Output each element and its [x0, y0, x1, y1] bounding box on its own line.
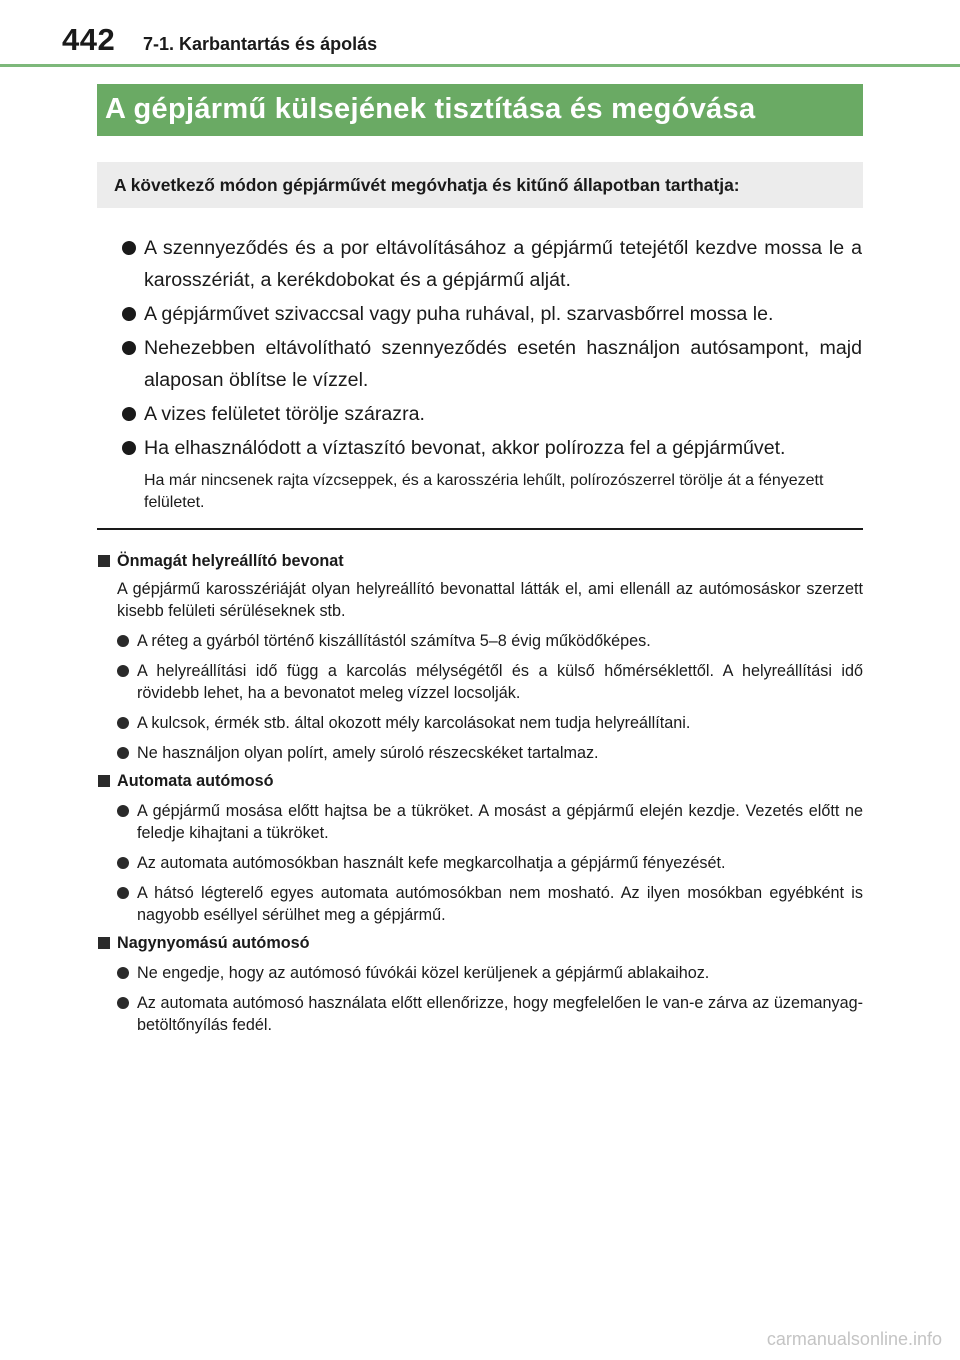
page-number: 442 — [62, 22, 116, 57]
section-heading — [97, 770, 863, 792]
section-heading-text: Nagynyomású autómosó — [117, 934, 310, 952]
watermark: carmanualsonline.info — [766, 1329, 942, 1349]
section-divider — [97, 528, 863, 530]
main-list-item-text: A szennyeződés és a por eltávolításához a gépjármű tetejétől kezdve mossa le a karosszériát, a kerékdobokat és a gépjármű alját. — [144, 237, 862, 291]
section-title: 7-1. Karbantartás és ápolás — [143, 34, 378, 54]
list-item-text: A kulcsok, érmék stb. által okozott mély karcolásokat nem tudja helyreállítani. — [137, 714, 691, 732]
title-banner — [97, 84, 863, 136]
bullet-icon — [122, 407, 136, 421]
section-heading — [97, 550, 863, 572]
list-item — [97, 962, 863, 984]
main-list-item — [122, 298, 862, 330]
list-item — [97, 852, 863, 874]
main-list-item — [122, 398, 862, 430]
header-divider — [0, 64, 960, 67]
main-instruction-list — [122, 232, 862, 514]
list-item-text: Az automata autómosó használata előtt ellenőrizze, hogy megfelelően le van-e zárva az üzemanyag-betöltőnyílás fedél. — [137, 994, 863, 1034]
list-item-text: Ne használjon olyan polírt, amely súroló részecskéket tartalmaz. — [137, 744, 599, 762]
list-item — [97, 660, 863, 704]
list-item — [97, 800, 863, 844]
section-body-text: A gépjármű karosszériáját olyan helyreállító bevonattal látták el, ami ellenáll az autómosáskor szerzett kisebb felületi sérüléseknek stb. — [117, 580, 863, 620]
square-bullet-icon — [98, 555, 110, 567]
bullet-icon — [117, 805, 129, 817]
bullet-icon — [117, 997, 129, 1009]
page-header — [0, 0, 960, 70]
list-item-text: Az automata autómosókban használt kefe megkarcolhatja a gépjármű fényezését. — [137, 854, 726, 872]
list-item — [97, 630, 863, 652]
bullet-icon — [117, 717, 129, 729]
bullet-icon — [117, 665, 129, 677]
list-item-text: A helyreállítási idő függ a karcolás mélységétől és a külső hőmérséklettől. A helyreállítási idő rövidebb lehet, ha a bevonatot meleg vízzel locsolják. — [137, 662, 863, 702]
notes-area — [97, 544, 863, 1036]
list-item — [97, 742, 863, 764]
bullet-icon — [122, 441, 136, 455]
main-list-item-text: A vizes felületet törölje szárazra. — [144, 403, 425, 425]
list-item — [97, 882, 863, 926]
bullet-icon — [117, 635, 129, 647]
bullet-icon — [122, 307, 136, 321]
main-list-item — [122, 232, 862, 296]
main-list-item-text: Ha elhasználódott a víztaszító bevonat, akkor polírozza fel a gépjárművet. — [144, 437, 786, 459]
main-list-item-text: Nehezebben eltávolítható szennyeződés esetén használjon autósampont, majd alaposan öblítse le vízzel. — [144, 337, 862, 391]
bullet-icon — [117, 887, 129, 899]
square-bullet-icon — [98, 775, 110, 787]
intro-text: A következő módon gépjárművét megóvhatja és kitűnő állapotban tarthatja: — [114, 175, 740, 195]
bullet-icon — [122, 241, 136, 255]
page-title: A gépjármű külsejének tisztítása és megóvása — [105, 93, 756, 125]
bullet-icon — [117, 747, 129, 759]
section-heading-text: Automata autómosó — [117, 772, 274, 790]
list-item — [97, 992, 863, 1036]
section-heading-text: Önmagát helyreállító bevonat — [117, 552, 344, 570]
bullet-icon — [117, 857, 129, 869]
list-item-text: Ne engedje, hogy az autómosó fúvókái közel kerüljenek a gépjármű ablakaihoz. — [137, 964, 710, 982]
bullet-icon — [122, 341, 136, 355]
square-bullet-icon — [98, 937, 110, 949]
main-list-item — [122, 332, 862, 396]
main-list-item-text: A gépjárművet szivaccsal vagy puha ruhával, pl. szarvasbőrrel mossa le. — [144, 303, 774, 325]
intro-box — [97, 162, 863, 208]
bullet-icon — [117, 967, 129, 979]
section-heading — [97, 932, 863, 954]
list-item-text: A gépjármű mosása előtt hajtsa be a tükröket. A mosást a gépjármű elején kezdje. Vezetés előtt ne feledje kihajtani a tükröket. — [137, 802, 863, 842]
list-item — [97, 712, 863, 734]
main-list-item — [122, 432, 862, 464]
list-item-text: A hátsó légterelő egyes automata autómosókban nem mosható. Az ilyen mosókban egyébként is nagyobb eséllyel sérülhet meg a gépjármű. — [137, 884, 863, 924]
main-note: Ha már nincsenek rajta vízcseppek, és a karosszéria lehűlt, polírozószerrel törölje át a fényezett felületet. — [144, 472, 824, 511]
list-item-text: A réteg a gyárból történő kiszállítástól számítva 5–8 évig működőképes. — [137, 632, 651, 650]
